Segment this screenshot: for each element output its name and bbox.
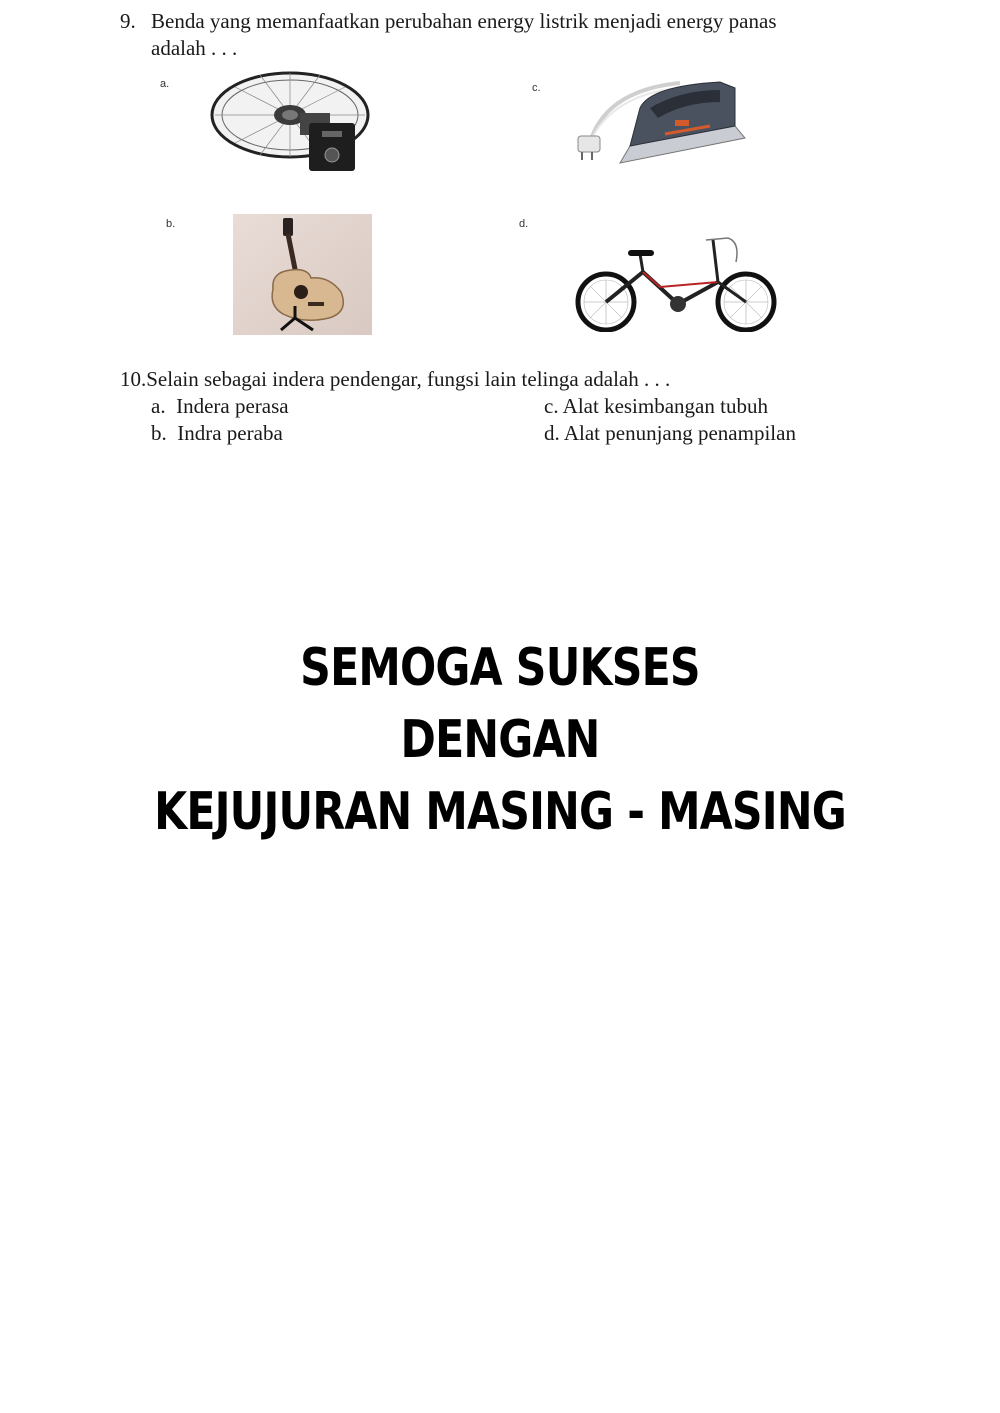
option-c-label: c. [532, 82, 541, 94]
option-a-label: a. [160, 78, 170, 90]
question-10-stem: 10.Selain sebagai indera pendengar, fungsi lain telinga adalah . . . [120, 367, 671, 391]
question-10 [120, 366, 880, 456]
question-9-text-line2: adalah . . . [151, 36, 238, 60]
fan-image[interactable] [205, 65, 385, 185]
option-a[interactable] [151, 393, 289, 420]
option-b-letter: b. [151, 421, 167, 445]
option-b-text: Indra peraba [177, 421, 283, 445]
question-9-text-line1: Benda yang memanfaatkan perubahan energy listrik menjadi energy panas [151, 9, 777, 33]
option-c[interactable]: c. Alat kesimbangan tubuh [544, 394, 768, 418]
guitar-image[interactable] [233, 214, 372, 335]
closing-line-2: DENGAN [400, 710, 600, 770]
iron-image[interactable] [570, 68, 755, 178]
option-a-letter: a. [151, 394, 166, 418]
bicycle-image[interactable] [568, 232, 783, 332]
option-b-label: b. [166, 218, 176, 230]
question-9-number: 9. [120, 9, 136, 33]
closing-line-1: SEMOGA SUKSES [300, 638, 700, 698]
closing-line-3: KEJUJURAN MASING - MASING [154, 782, 846, 842]
option-d-label: d. [519, 218, 529, 230]
option-b[interactable] [151, 420, 283, 447]
option-a-text: Indera perasa [176, 394, 289, 418]
option-d[interactable]: d. Alat penunjang penampilan [544, 421, 796, 445]
